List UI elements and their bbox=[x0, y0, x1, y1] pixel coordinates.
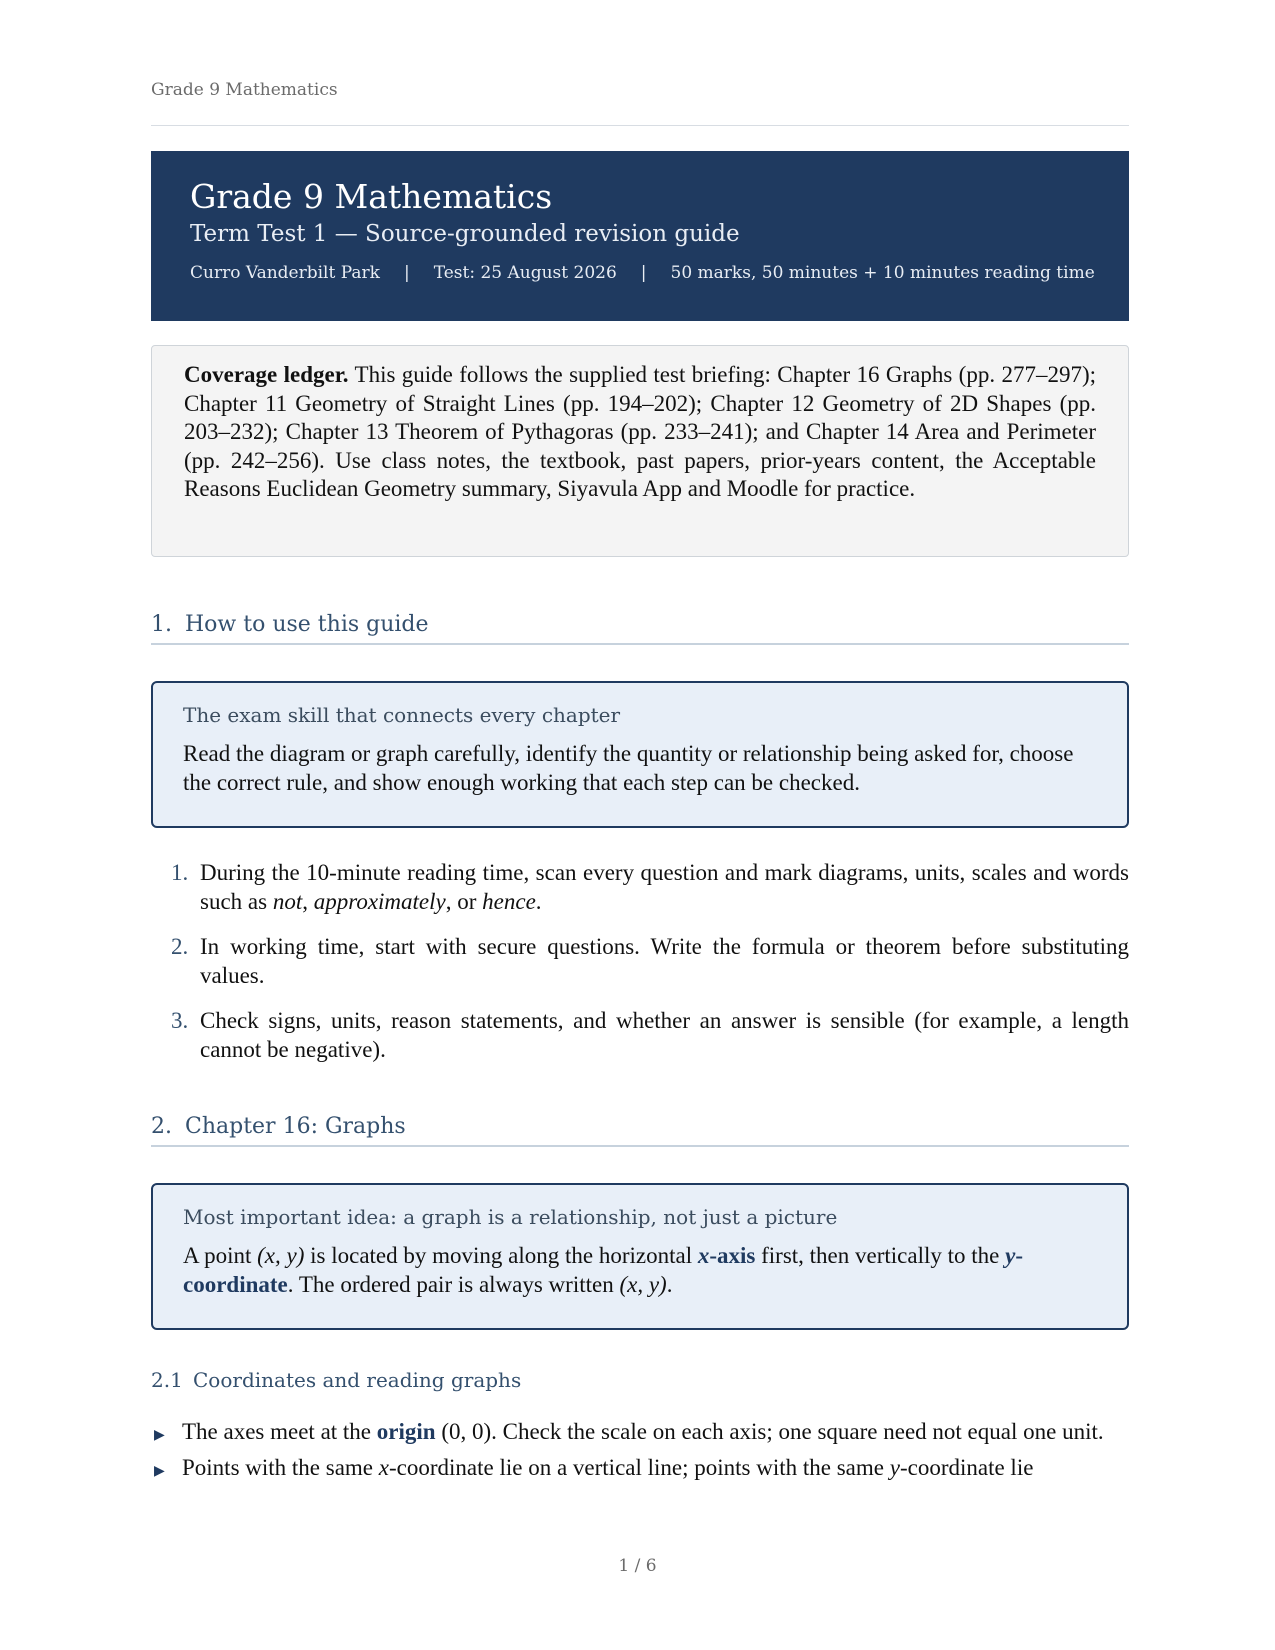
test-format: 50 marks, 50 minutes + 10 minutes reading time bbox=[670, 263, 1095, 283]
running-head: Grade 9 Mathematics bbox=[151, 80, 338, 100]
list-text: Check signs, units, reason statements, and whether an answer is sensible (for example, a length cannot be negative). bbox=[200, 1008, 1129, 1062]
section-number: 2. bbox=[151, 1114, 172, 1139]
list-item bbox=[171, 858, 1129, 916]
callout-body: Read the diagram or graph carefully, identify the quantity or relationship being asked for, choose the correct rule, and show enough working that each step can be checked. bbox=[183, 741, 1074, 795]
list-number: 2. bbox=[171, 934, 189, 959]
title-banner bbox=[151, 151, 1129, 321]
subsection-heading bbox=[151, 1368, 521, 1392]
document-subtitle: Term Test 1 — Source-grounded revision guide bbox=[190, 221, 740, 247]
list-item bbox=[154, 1454, 1129, 1486]
callout-title: Most important idea: a graph is a relationship, not just a picture bbox=[183, 1205, 838, 1229]
list-text: During the 10-minute reading time, scan every question and mark diagrams, units, scales and words such as not, approximately, or hence. bbox=[200, 860, 1129, 914]
section-title: How to use this guide bbox=[185, 612, 429, 637]
exam-skill-callout bbox=[151, 681, 1129, 828]
list-item bbox=[171, 932, 1129, 990]
callout-body: A point (x, y) is located by moving along the horizontal x-axis first, then vertically to the y-coordinate. The ordered pair is always written (x, y). bbox=[183, 1243, 1023, 1297]
banner-meta bbox=[190, 263, 1129, 283]
section-heading-how-to-use bbox=[151, 612, 1129, 645]
meta-separator: | bbox=[403, 263, 410, 283]
list-item bbox=[154, 1418, 1129, 1450]
meta-separator: | bbox=[640, 263, 647, 283]
list-text: The axes meet at the origin (0, 0). Check the scale on each axis; one square need not equal one unit. bbox=[182, 1419, 1104, 1444]
list-number: 1. bbox=[171, 860, 189, 885]
subsection-number: 2.1 bbox=[151, 1368, 183, 1392]
list-text: In working time, start with secure questions. Write the formula or theorem before substituting values. bbox=[200, 934, 1129, 988]
coverage-ledger bbox=[151, 345, 1129, 557]
triangle-bullet-icon: ▶ bbox=[154, 1464, 165, 1479]
test-date: Test: 25 August 2026 bbox=[433, 263, 617, 283]
ordered-pair: (x, y) bbox=[619, 1272, 667, 1297]
section-title: Chapter 16: Graphs bbox=[185, 1114, 406, 1139]
list-number: 3. bbox=[171, 1008, 189, 1033]
callout-title: The exam skill that connects every chapter bbox=[183, 703, 621, 727]
ordered-pair: (x, y) bbox=[257, 1243, 305, 1268]
x-axis-term: x-axis bbox=[697, 1243, 756, 1268]
bullet-list bbox=[154, 1418, 1129, 1490]
document-title: Grade 9 Mathematics bbox=[190, 177, 553, 216]
page-number: 1 / 6 bbox=[618, 1556, 657, 1576]
header-rule bbox=[151, 125, 1129, 126]
triangle-bullet-icon: ▶ bbox=[154, 1428, 165, 1443]
y-coordinate-term: y-coordinate bbox=[183, 1243, 1023, 1297]
school-name: Curro Vanderbilt Park bbox=[190, 263, 380, 283]
section-heading-graphs bbox=[151, 1114, 1129, 1147]
section-number: 1. bbox=[151, 612, 172, 637]
ledger-label: Coverage ledger. bbox=[184, 362, 349, 387]
list-item bbox=[171, 1006, 1129, 1064]
steps-list bbox=[171, 858, 1129, 1080]
subsection-title: Coordinates and reading graphs bbox=[193, 1368, 522, 1392]
list-text: Points with the same x-coordinate lie on a vertical line; points with the same y-coordinate lie bbox=[182, 1455, 1034, 1480]
graphs-key-idea-callout bbox=[151, 1183, 1129, 1330]
ledger-text: This guide follows the supplied test briefing: Chapter 16 Graphs (pp. 277–297); Chapter 11 Geometry of Straight Lines (pp. 194–202); Chapter 12 Geometry of 2D Shapes (pp. 203–232); Chapter 13 Theorem of Pythagoras (pp. 233–241); and Chapter 14 Area and Perimeter (pp. 242–256). Use class notes, the textbook, past papers, prior-years content, the Acceptable Reasons Euclidean Geometry summary, Siyavula App and Moodle for practice. bbox=[184, 362, 1096, 501]
